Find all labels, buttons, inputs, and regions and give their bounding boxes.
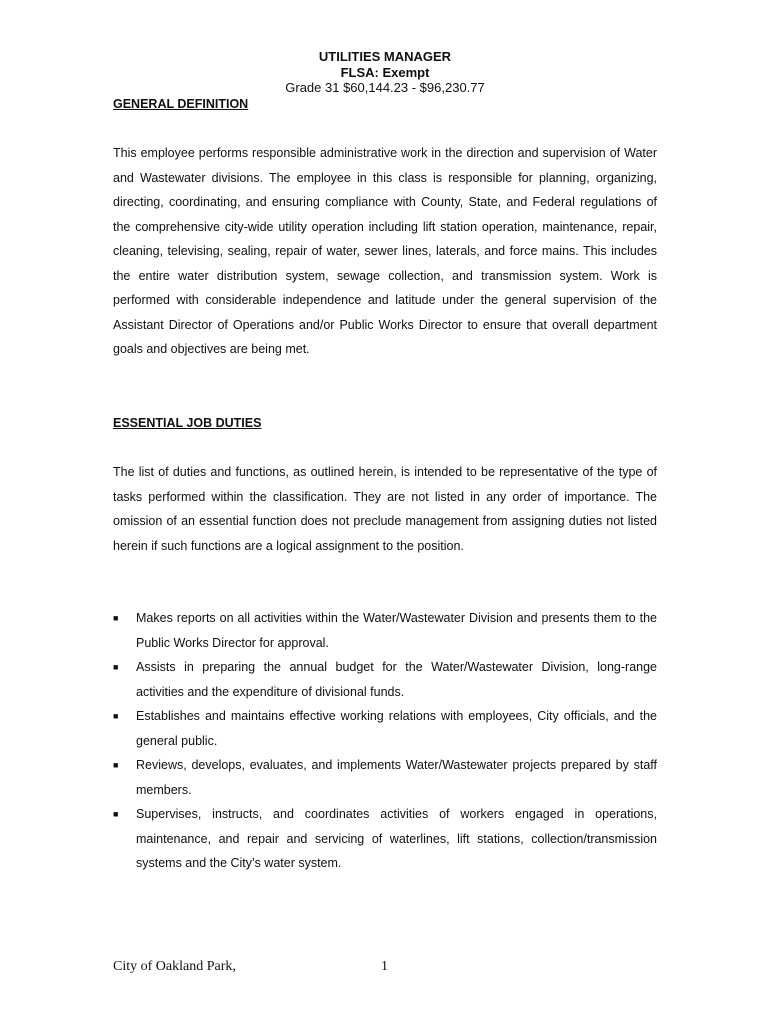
duty-text: Reviews, develops, evaluates, and implements Water/Wastewater projects prepared by staff members.	[136, 758, 657, 797]
general-definition-heading: GENERAL DEFINITION	[113, 97, 249, 111]
bullet-square-icon: ■	[113, 613, 119, 623]
duties-list	[113, 606, 657, 876]
bullet-square-icon: ■	[113, 809, 119, 819]
duty-text: Supervises, instructs, and coordinates activities of workers engaged in operations, maintenance, and repair and servicing of waterlines, lift stations, collection/transmission systems and the City’s water system.	[136, 807, 657, 870]
footer-organization: City of Oakland Park,	[113, 959, 236, 974]
document-title: UTILITIES MANAGER	[318, 49, 452, 64]
duty-text: Assists in preparing the annual budget for the Water/Wastewater Division, long-range activities and the expenditure of divisional funds.	[136, 660, 657, 699]
list-item	[113, 753, 657, 802]
list-item	[113, 802, 657, 876]
salary-grade: Grade 31 $60,144.23 - $96,230.77	[285, 80, 485, 95]
bullet-square-icon: ■	[113, 662, 119, 672]
page-number: 1	[381, 959, 388, 974]
duty-text: Makes reports on all activities within the Water/Wastewater Division and presents them to the Public Works Director for approval.	[136, 611, 657, 650]
essential-duties-heading: ESSENTIAL JOB DUTIES	[113, 416, 262, 430]
duty-text: Establishes and maintains effective working relations with employees, City officials, and the general public.	[136, 709, 657, 748]
list-item	[113, 606, 657, 655]
essential-duties-intro: The list of duties and functions, as outlined herein, is intended to be representative of the type of tasks performed within the classification. They are not listed in any order of importance. The omission of an essential function does not preclude management from assigning duties not listed herein if such functions are a logical assignment to the position.	[113, 465, 657, 553]
bullet-square-icon: ■	[113, 760, 119, 770]
list-item	[113, 704, 657, 753]
bullet-square-icon: ■	[113, 711, 119, 721]
list-item	[113, 655, 657, 704]
general-definition-paragraph: This employee performs responsible administrative work in the direction and supervision of Water and Wastewater divisions. The employee in this class is responsible for planning, organizing, directing, coordinating, and ensuring compliance with County, State, and Federal regulations of the comprehensive city-wide utility operation including lift station operation, maintenance, repair, cleaning, televising, sealing, repair of water, sewer lines, laterals, and force mains. This includes the entire water distribution system, sewage collection, and transmission system. Work is performed with considerable independence and latitude under the general supervision of the Assistant Director of Operations and/or Public Works Director to ensure that overall department goals and objectives are being met.	[113, 146, 657, 356]
flsa-status: FLSA: Exempt	[340, 65, 430, 80]
